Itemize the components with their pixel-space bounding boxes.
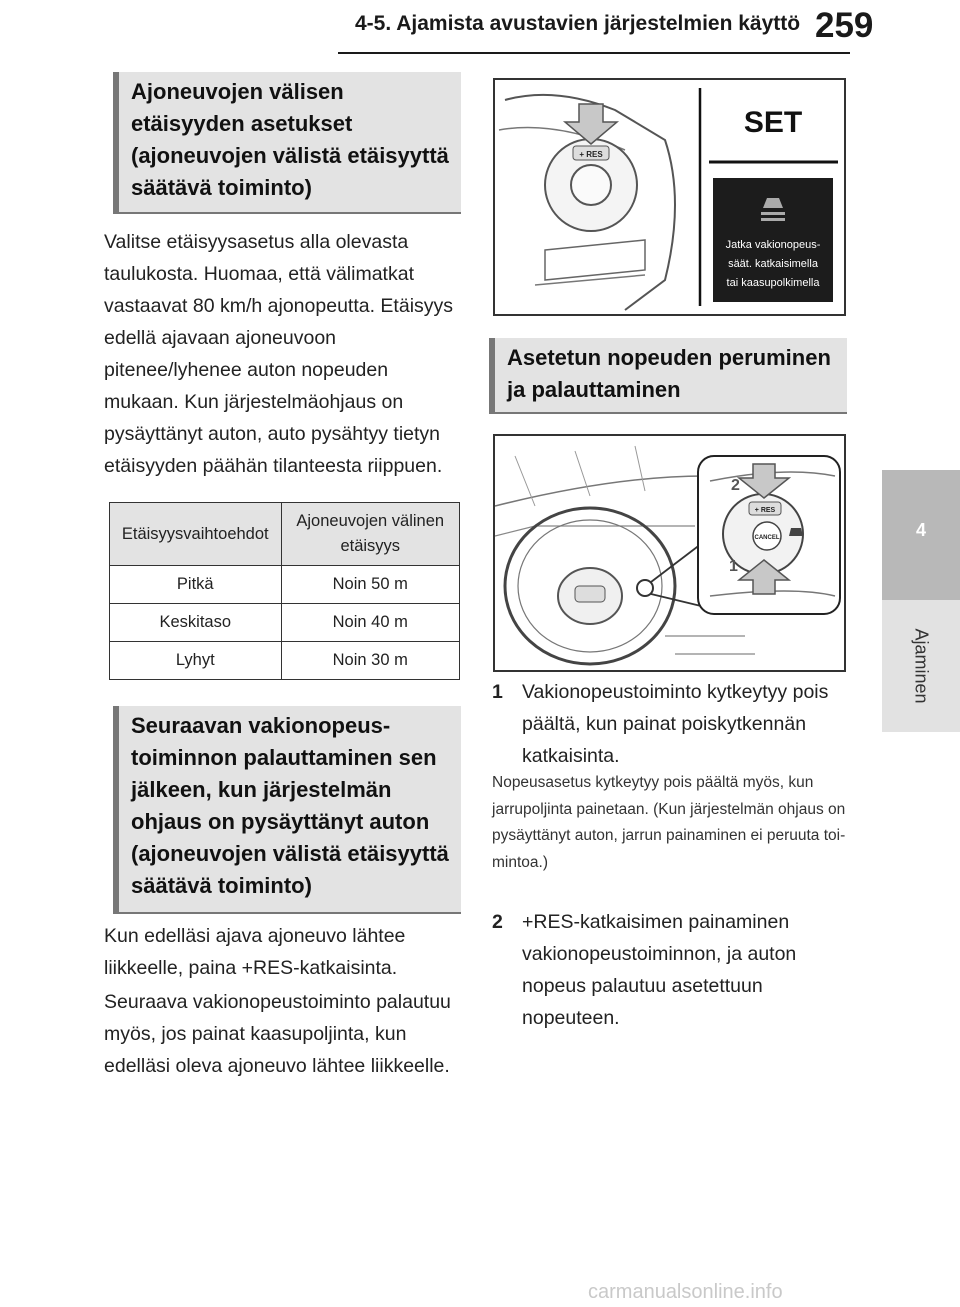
res-label: + RES	[754, 507, 776, 514]
resume-paragraph-2: Seuraava vakionopeustoiminto palautuu myös, jos painat kaasupoljinta, kun edelläsi oleva ajoneuvo lähtee liikkeelle.	[104, 991, 451, 1077]
step-item	[492, 906, 852, 1034]
display-line: Jatka vakionopeus-	[725, 239, 821, 251]
figure-res-switch-set	[493, 78, 846, 316]
chapter-number: 4	[915, 520, 926, 540]
chapter-name: Ajaminen	[911, 628, 932, 704]
table-cell: Noin 40 m	[281, 604, 460, 642]
figure-cancel-res-switch	[493, 434, 846, 672]
callout-number: 2	[731, 477, 740, 494]
table-cell: Lyhyt	[110, 642, 282, 680]
dashboard-steering-illustration	[495, 436, 844, 670]
table-header-row	[110, 503, 460, 566]
switch-location-marker	[637, 580, 653, 596]
set-text: SET	[743, 106, 803, 139]
table-cell: Pitkä	[110, 566, 282, 604]
table-cell: Keskitaso	[110, 604, 282, 642]
note-text: Nopeusasetus kytkeytyy pois päältä myös, kun jarrupoljinta painetaan. (Kun järjestelmän ohjaus on pysäyttänyt auton, jarrun painaminen ei peruuta toimintoa.)	[492, 774, 846, 871]
step-number: 1	[492, 681, 503, 703]
switch-knob	[571, 165, 611, 205]
table-cell: Noin 50 m	[281, 566, 460, 604]
step-number: 2	[492, 911, 503, 933]
section-heading-cancel-resume: Asetetun nopeuden peruminen ja palauttaminen	[489, 338, 847, 414]
display-line: tai kaasupolkimella	[726, 277, 820, 289]
section-heading-distance-settings: Ajoneuvojen välisen etäisyyden asetukset (ajoneuvojen välistä etäisyyttä säätävä toiminto)	[113, 72, 461, 214]
table-row	[110, 566, 460, 604]
display-line: säät. katkaisimella	[728, 258, 818, 270]
step-item	[492, 676, 852, 772]
step-text: +RES-katkaisimen painaminen vakionopeustoiminnon, ja auton nopeus palautuu asetettuun nopeuteen.	[522, 911, 797, 1029]
steering-wheel-switch-illustration	[495, 80, 844, 314]
running-header-title: 4-5. Ajamista avustavien järjestelmien käyttö	[355, 12, 801, 35]
resume-paragraph-1: Kun edelläsi ajava ajoneuvo lähtee liikkeelle, paina +RES-katkaisinta.	[104, 925, 406, 979]
cancel-label: CANCEL	[754, 535, 780, 541]
page-number: 259	[815, 6, 874, 45]
step-text: Vakionopeustoiminto kytkeytyy pois päältä, kun painat poiskytkennän katkaisinta.	[522, 681, 829, 767]
res-label: + RES	[579, 150, 603, 159]
callout-number: 1	[729, 558, 738, 575]
distance-icon	[789, 528, 803, 536]
table-cell: Noin 30 m	[281, 642, 460, 680]
table-row	[110, 642, 460, 680]
header-rule	[338, 52, 850, 54]
footer-watermark: carmanualsonline.info	[588, 1281, 783, 1303]
press-arrow-icon	[565, 104, 617, 144]
table-row	[110, 604, 460, 642]
distance-table	[109, 502, 460, 680]
distance-settings-text: Valitse etäisyysasetus alla olevasta taulukosta. Huomaa, että välimatkat vastaavat 80 km/h ajonopeutta. Etäisyys edellä ajavaan ajoneuvoon pitenee/lyhenee auton nopeuden mukaan. Kun järjestelmäohjaus on pysäyttänyt auton, auto pysähtyy tietyn etäisyyden päähän tilanteesta riippuen.	[104, 231, 454, 477]
section-heading-resume-after-stop: Seuraavan vakionopeustoiminnon palauttaminen sen jälkeen, kun järjestelmän ohjaus on pysäyttänyt auton (ajoneuvojen välistä etäisyyttä säätävä toiminto)	[113, 706, 461, 914]
table-header-cell: Ajoneuvojen välinen etäisyys	[281, 503, 460, 566]
table-header-cell: Etäisyysvaihtoehdot	[110, 503, 282, 566]
